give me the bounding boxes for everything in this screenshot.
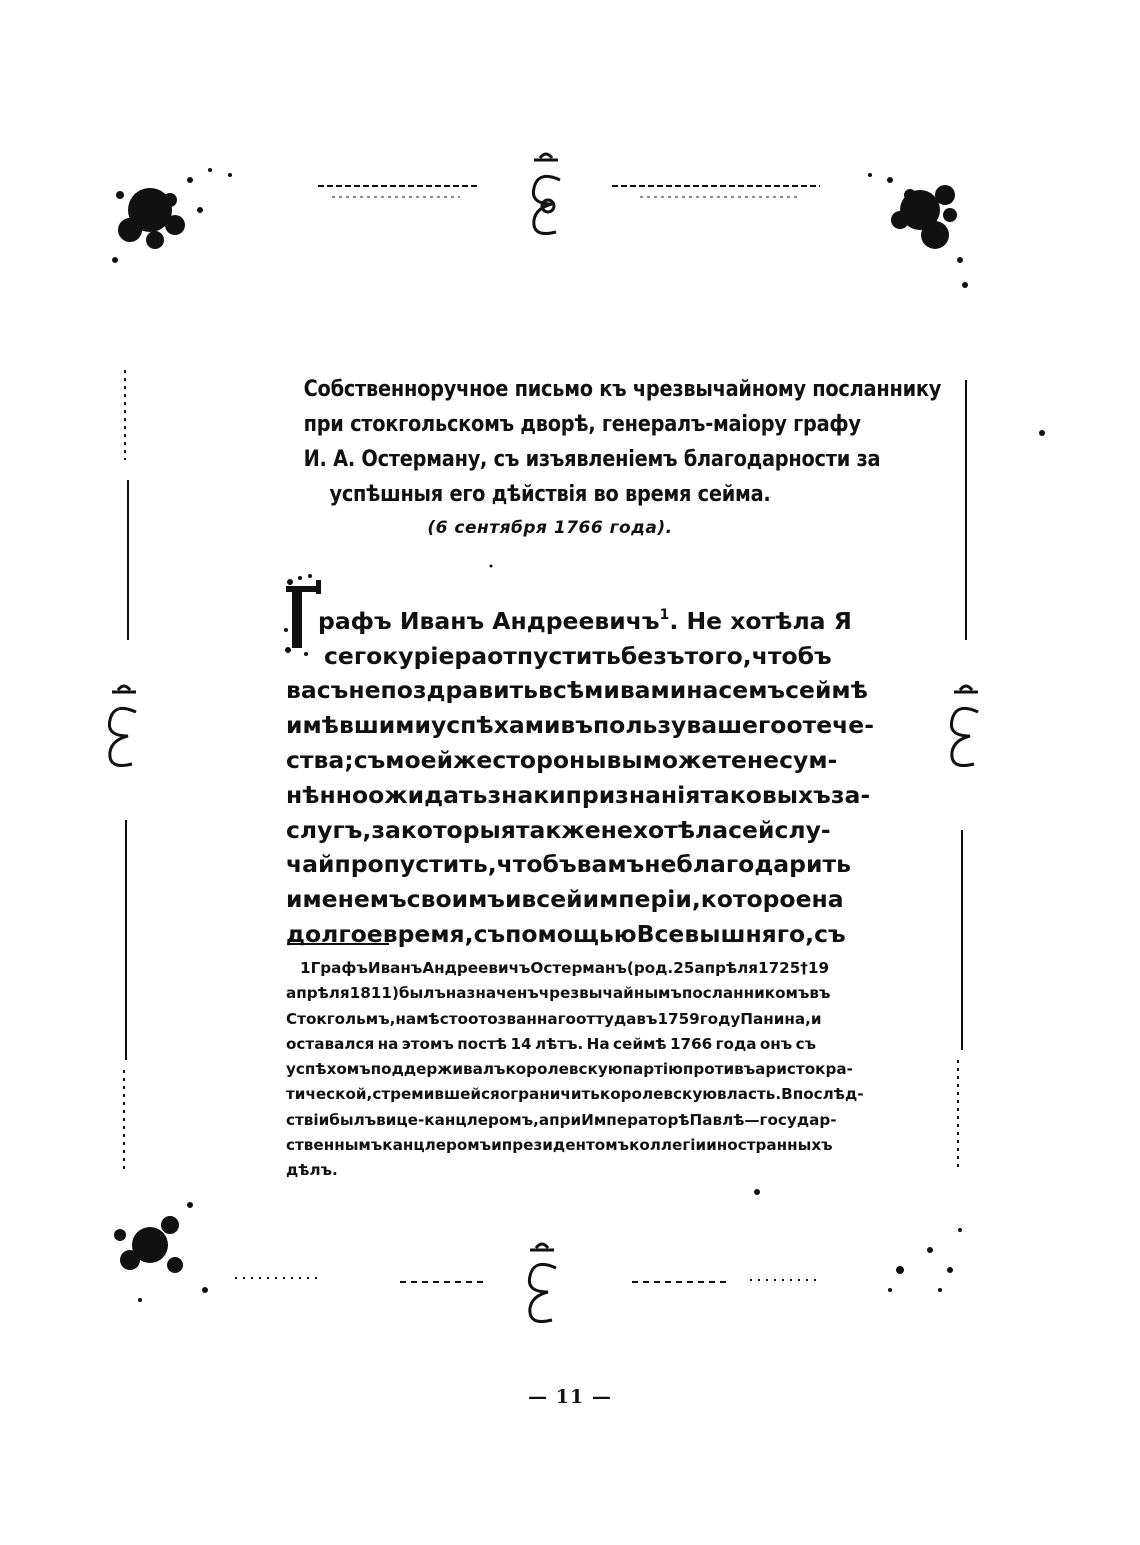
- title-line: при стокгольскомъ дворѣ, генералъ-маіору графу: [303, 412, 861, 437]
- footnote-separator: [287, 943, 389, 945]
- left-border-line: [124, 370, 128, 1170]
- body-line: именемъ своимъ и всей имперіи, которое на: [286, 885, 844, 914]
- body-line: васъ не поздравить всѣми вами на семъ сеймѣ: [286, 676, 868, 705]
- title-line: Собственноручное письмо къ чрезвычайному посланнику: [303, 377, 942, 402]
- monogram-bottom: [529, 1244, 556, 1322]
- body-line: ства; съ моей же стороны вы можете несум-: [286, 746, 838, 775]
- footnote-line: тической, стремившейся ограничить королевскую власть. Впослѣд-: [286, 1085, 864, 1104]
- letter-body: [286, 598, 874, 952]
- body-first-line-end: . Не хотѣла Я: [669, 606, 852, 635]
- floral-corner-bottom-right: [888, 1228, 962, 1292]
- body-first-line-text: рафъ Иванъ Андреевичъ: [318, 606, 660, 635]
- body-line: нѣнно ожидать знаки признанія таковыхъ за-: [286, 780, 871, 809]
- body-line: чай пропустить, чтобъ вамъ не благодарить: [286, 850, 851, 879]
- title-line: успѣшныя его дѣйствія во время сейма.: [329, 482, 771, 507]
- footnote-marker: 1: [659, 607, 670, 623]
- footnote-line: 1 Графъ Иванъ Андреевичъ Остерманъ (род. 25 апрѣля 1725 † 19: [300, 959, 830, 977]
- body-line: [286, 598, 852, 639]
- footnote-line: апрѣля 1811) былъ назначенъ чрезвычайнымъ посланникомъ въ: [286, 984, 831, 1003]
- floral-corner-top-right: [868, 173, 968, 288]
- body-line: имѣвшими успѣхами въ пользу вашего отече-: [286, 711, 874, 740]
- monogram-right: [951, 686, 978, 766]
- footnote-line: Стокгольмъ, на мѣсто отозваннаго оттуда въ 1759 году Панина, и: [286, 1009, 822, 1028]
- title-line: И. А. Остерману, съ изъявленіемъ благодарности за: [303, 447, 881, 472]
- letter-date: (6 сентября 1766 года).: [427, 518, 673, 538]
- floral-corner-bottom-left: [114, 1202, 208, 1302]
- footnote-line: успѣхомъ поддерживалъ королевскую партію противъ аристокра-: [286, 1060, 853, 1079]
- right-border-line: [958, 380, 966, 1170]
- footnote-line: дѣлъ.: [286, 1161, 338, 1180]
- footnote-line: ствіи былъ вице-канцлеромъ, а при Императорѣ Павлѣ—государ-: [286, 1110, 837, 1129]
- monogram-left: [109, 686, 136, 766]
- body-line: слугъ, за которыя также не хотѣла сей слу-: [286, 815, 831, 844]
- page-number: — 11 —: [528, 1386, 612, 1408]
- footnote: [286, 956, 864, 1184]
- letter-title: [303, 372, 942, 512]
- floral-corner-top-left: [112, 168, 232, 263]
- bottom-border-line: [235, 1278, 820, 1282]
- body-line: сего куріера отпустить безъ того, чтобъ: [324, 641, 832, 670]
- top-border-line: [318, 186, 820, 197]
- body-line: долгое время, съ помощью Всевышняго, съ: [286, 920, 846, 949]
- monogram-top: [533, 154, 560, 234]
- footnote-line: оставался на этомъ постѣ 14 лѣтъ. На сеймѣ 1766 года онъ съ: [286, 1034, 816, 1053]
- footnote-line: ственнымъ канцлеромъ и президентомъ коллегіи иностранныхъ: [286, 1136, 833, 1155]
